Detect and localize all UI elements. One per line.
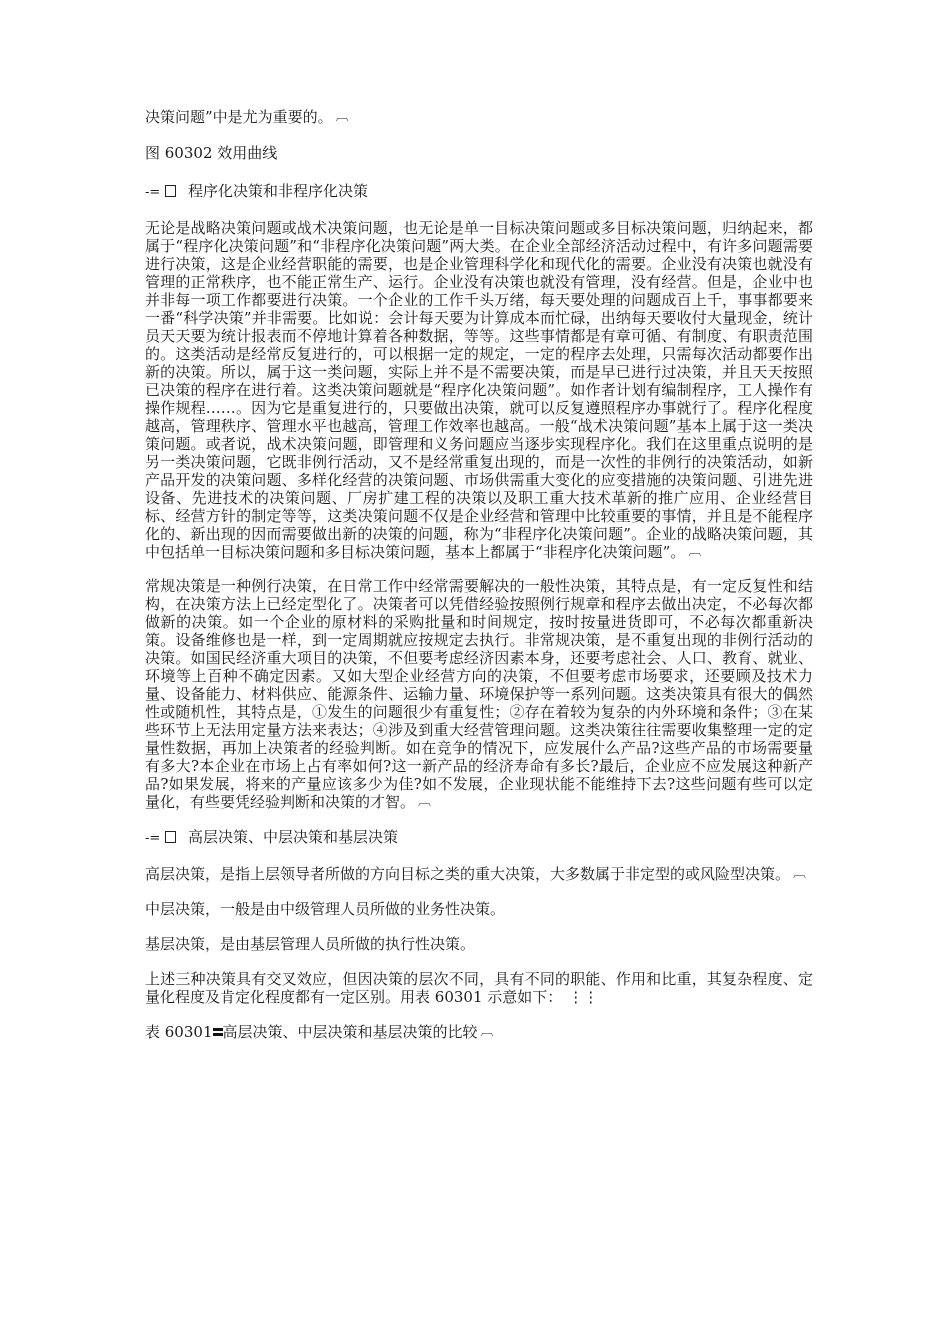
- heading-marker: -=: [145, 185, 161, 200]
- paragraph-routine-decisions: 常规决策是一种例行决策，在日常工作中经常需要解决的一般性决策，其特点是，有一定反复性和结构，在决策方法上已经定型化了。决策者可以凭借经验按照例行规章和程序去做出决定，不必每次都做新的决策。如一个企业的原材料的采购批量和时间规定，按时按量进货即可，不必每次都重新决策。设备维修也是一样，到一定周期就应按规定去执行。非常规决策，是不重复出现的非例行活动的决策。如国民经济重大项目的决策，不但要考虑经济因素本身，还要考虑社会、人口、教育、就业、环境等上百种不确定因素。又如大型企业经营方向的决策，不但要考虑市场要求，还要顾及技术力量、设备能力、材料供应、能源条件、运输力量、环境保护等一系列问题。这类决策具有很大的偶然性或随机性，其特点是，①发生的问题很少有重复性；②存在着较为复杂的内外环境和条件；③在某些环节上无法用定量方法来表达；④涉及到重大经营管理问题。这类决策往往需要收集整理一定的定量性数据，再加上决策者的经验判断。如在竞争的情况下，应发展什么产品?这些产品的市场需要量有多大?本企业在市场上占有率如何?这一新产品的经济寿命有多长?最后，企业应不应发展这种新产品?如果发展，将来的产量应该多少为佳?如不发展，企业现状能不能维持下去?这些问题有些可以定量化，有些要凭经验判断和决策的才智。 ︹: [145, 577, 813, 811]
- heading-marker: -=: [145, 831, 161, 846]
- end-mark: ︹: [480, 1024, 493, 1039]
- ellipsis-mark: ⋮⋮: [568, 988, 599, 1006]
- paragraph-comparison: 上述三种决策具有交叉效应，但因决策的层次不同，具有不同的职能、作用和比重，其复杂程度、定量化程度及肯定化程度都有一定区别。用表 60301 示意如下： ⋮⋮: [145, 970, 813, 1006]
- separator-glyph: [213, 1028, 223, 1036]
- paragraph-top-level: 高层决策，是指上层领导者所做的方向目标之类的重大决策，大多数属于非定型的或风险型决策。 ︹: [145, 865, 806, 883]
- section-heading-programmed: -= 程序化决策和非程序化决策: [145, 182, 369, 200]
- figure-caption: 图 60302 效用曲线: [145, 144, 278, 162]
- checkbox-glyph: [165, 185, 176, 197]
- section-heading-levels: -= 高层决策、中层决策和基层决策: [145, 828, 399, 846]
- paragraph-programmed-decisions: 无论是战略决策问题或战术决策问题，也无论是单一目标决策问题或多目标决策问题，归纳起来，都属于“程序化决策问题”和“非程序化决策问题”两大类。在企业全部经济活动过程中，有许多问题需要进行决策，这是企业经营职能的需要，也是企业管理科学化和现代化的需要。企业没有决策也就没有管理的正常秩序，也不能正常生产、运行。企业没有决策也就没有管理，没有经营。但是，企业中也并非每一项工作都要进行决策。一个企业的工作千头万绪，每天要处理的问题成百上千，事事都要来一番“科学决策”并非需要。比如说：会计每天要为计算成本而忙碌，出纳每天要收付大量现金，统计员天天要为统计报表而不停地计算着各种数据，等等。这些事情都是有章可循、有制度、有职责范围的。这类活动是经常反复进行的，可以根据一定的规定，一定的程序去处理，只需每次活动都要作出新的决策。所以，属于这一类问题，实际上并不是不需要决策，而是早已进行过决策，并且天天按照已决策的程序在进行着。这类决策问题就是“程序化决策问题”。如作者计划有编制程序，工人操作有操作规程……。因为它是重复进行的，只要做出决策，就可以反复遵照程序办事就行了。程序化程度越高，管理秩序、管理水平也越高，管理工作效率也越高。一般“战术决策问题”基本上属于这一类决策问题。或者说，战术决策问题，即管理和义务问题应当逐步实现程序化。我们在这里重点说明的是另一类决策问题，它既非例行活动，又不是经常重复出现的，而是一次性的非例行的决策活动，如新产品开发的决策问题、多样化经营的决策问题、市场供需重大变化的应变措施的决策问题、引进先进设备、先进技术的决策问题、厂房扩建工程的决策以及职工重大技术革新的推广应用、企业经营目标、经营方针的制定等等，这类决策问题不仅是企业经营和管理中比较重要的事情，并且是不能程序化的、新出现的因而需要做出新的决策的问题，称为“非程序化决策问题”。企业的战略决策问题，其中包括单一目标决策问题和多目标决策问题，基本上都属于“非程序化决策问题”。 ︹: [145, 219, 813, 561]
- end-mark: ︹: [688, 544, 701, 559]
- paragraph-tail: 决策问题”中是尤为重要的。 ︹: [145, 108, 348, 126]
- table-caption: 表 60301 高层决策、中层决策和基层决策的比较 ︹: [145, 1023, 493, 1041]
- paragraph-base-level: 基层决策，是由基层管理人员所做的执行性决策。: [145, 935, 476, 953]
- end-mark: ︹: [418, 794, 431, 809]
- end-mark: ︹: [793, 866, 806, 881]
- end-mark: ︹: [335, 109, 348, 124]
- document-page: [145, 108, 813, 1041]
- checkbox-glyph: [165, 831, 176, 843]
- paragraph-middle-level: 中层决策，一般是由中级管理人员所做的业务性决策。: [145, 900, 506, 918]
